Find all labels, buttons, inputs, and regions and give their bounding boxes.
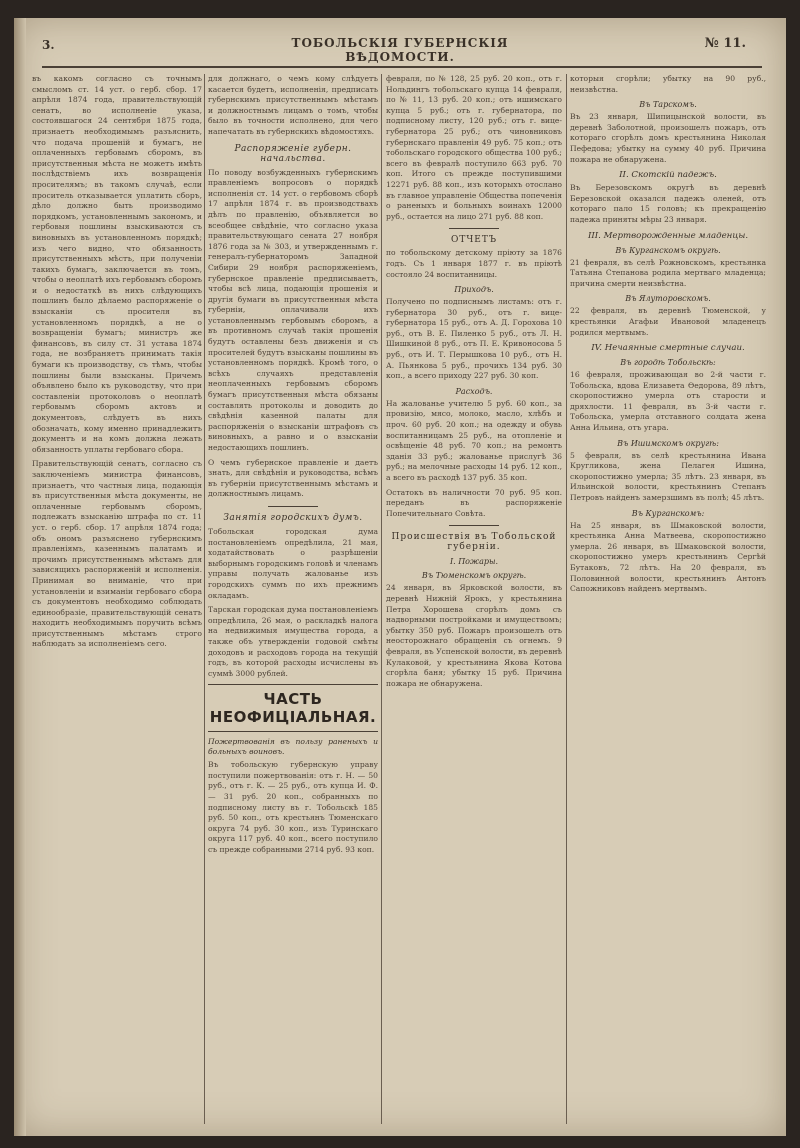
page-number: 3.	[42, 38, 55, 52]
divider	[449, 525, 499, 526]
section-heading: III. Мертворожденные младенцы.	[587, 230, 749, 241]
subheading: I. Пожары.	[449, 557, 499, 567]
article-text: для должнаго, о чемъ кому слѣдуетъ касается будетъ, исполненiя, предписать губернскимъ присутственнымъ мѣстамъ и должностнымъ лицамъ о томъ, чтобы было въ точности исполнено, для чего напечатать въ губернскихъ вѣдомостяхъ.	[208, 74, 378, 136]
divider	[208, 684, 378, 685]
column-divider	[566, 74, 567, 1124]
article-heading: Пожертвованiя въ пользу раненыхъ и больныхъ воиновъ.	[208, 737, 378, 757]
article-text: 24 января, въ Ярковской волости, въ деревнѣ Нижнiй Ярокъ, у крестьянина Петра Хорошева сгорѣлъ домъ съ надворными постройками и имуществомъ; убытку 350 руб. Пожаръ произошелъ отъ неосторожнаго обращенiя съ огнемъ. 9 февраля, въ Успенской волости, въ деревнѣ Кулаковой, у крестьянина Якова Котова сгорѣла баня; убытку 15 руб. Причина пожара не обнаружена.	[386, 583, 562, 688]
newspaper-title: ТОБОЛЬСКIЯ ГУБЕРНСКIЯ ВѢДОМОСТИ.	[291, 36, 509, 64]
subheading: Въ Ялуторовскомъ.	[625, 294, 711, 304]
article-text: Въ Березовскомъ округѣ въ деревнѣ Березовской оказался падежъ оленей, отъ котораго пало 15 головъ; къ прекращенiю падежа приняты мѣры 23 января.	[570, 183, 766, 224]
article-text: По поводу возбужденныхъ губернскимъ правленiемъ вопросовъ о порядкѣ исполненiя ст. 14 уст. о гербовомъ сборѣ 17 апрѣля 1874 г. въ производствахъ дѣлъ по правленiю, объявляется во всеобщее свѣдѣнiе, что согласно указа правительствующаго сената 27 ноября 1876 года за № 303, и утвержденнымъ г. генералъ-губернаторомъ Западной Сибири 29 ноября распоряженiемъ, губернское правленiе предписываетъ, чтобы всѣ лица, подающiя прошенiя и другiя бумаги въ присутственныя мѣста губернiи, оплачивали ихъ установленнымъ гербовымъ сборомъ, а въ противномъ случаѣ такiя прошенiя будутъ оставлены безъ движенiя и съ просителей будутъ взысканы пошлины въ установленномъ порядкѣ. Кромѣ того, о всѣхъ случаяхъ представленiя неоплаченныхъ гербовымъ сборомъ бумагъ присутственныя мѣста обязаны составлять протоколы и доводить до свѣдѣнiя казенной палаты для распоряженiя о взысканiи штрафовъ съ виновныхъ, а равно и о взысканiи недостающихъ пошлинъ.	[208, 167, 378, 452]
unofficial-part-heading: ЧАСТЬ НЕОФИЦIАЛЬНАЯ.	[209, 690, 377, 727]
report-heading: ОТЧЕТЪ	[450, 235, 498, 246]
article-text: 22 февраля, въ деревнѣ Тюменской, у крестьянки Агафьи Ивановой младенецъ родился мертвымъ.	[570, 306, 766, 337]
header-rule	[42, 66, 762, 68]
divider	[208, 731, 378, 732]
column-4	[570, 74, 766, 1134]
page-binding	[14, 18, 26, 1136]
article-text: Правительствующiй сенатъ, согласно съ заключенiемъ министра финансовъ, признаетъ, что частныя лица, подающiя въ присутственныя мѣста документы, не оплаченные гербовымъ сборомъ, подлежатъ взысканiю штрафа по ст. 11 уст. о герб. сбор. 17 апрѣля 1874 года; объ ономъ разъяснено губернскимъ правленiямъ, казеннымъ палатамъ и прочимъ присутственнымъ мѣстамъ для зависящихъ распоряженiй и исполненiя. Принимая во вниманiе, что при установленiи и взиманiи гербоваго сбора съ документовъ необходимо соблюдать единообразiе, правительствующiй сенатъ находитъ необходимымъ поручить всѣмъ присутственнымъ мѣстамъ строго наблюдать за исполненiемъ сего.	[32, 459, 202, 649]
article-text: Тарская городская дума постановленiемъ опредѣлила, 26 мая, о раскладкѣ налога на недвижимыя имущества города, а также объ утвержденiи годовой смѣты доходовъ и расходовъ города на текущiй годъ, въ которой расходы исчислены въ суммѣ 3000 рублей.	[208, 605, 378, 678]
subheading: Въ Тарскомъ.	[639, 100, 697, 110]
article-text: О чемъ губернское правленiе и даетъ знать, для свѣдѣнiя и руководства, всѣмъ въ губернiи присутственнымъ мѣстамъ и должностнымъ лицамъ.	[208, 457, 378, 499]
column-3	[386, 74, 562, 1134]
column-2	[208, 74, 378, 1134]
divider	[449, 228, 499, 229]
article-text: въ какомъ согласно съ точнымъ смысломъ ст. 14 уст. о герб. сбор. 17 апрѣля 1874 года, правительствующiй сенатъ, во исполненiе указа, состоявшагося 24 сентября 1875 года, признаетъ необходимымъ разъяснить, что подача прошенiй и бумагъ, не оплаченныхъ гербовымъ сборомъ, въ присутственныя мѣста не можетъ имѣть послѣдствiемъ ихъ возвращенiя просителямъ; въ такомъ случаѣ, если проситель отказывается уплатить сборъ, дѣло должно быть производимо порядкомъ, установленнымъ закономъ, и гербовыя пошлины взыскиваются съ виновныхъ въ установленномъ порядкѣ; изъ чего видно, что обязанность присутственныхъ мѣстъ, при полученiи такихъ бумагъ, заключается въ томъ, чтобы о неоплатѣ ихъ гербовымъ сборомъ и о недостаткѣ въ нихъ слѣдующихъ пошлинъ было дѣлаемо распоряженiе о взысканiи съ просителя въ установленномъ порядкѣ, а не о возвращенiи бумагъ; министръ же финансовъ, въ силу ст. 31 устава 1874 года, не возбраняетъ принимать такiя бумаги къ производству, съ тѣмъ, чтобы пошлины были взысканы. Причемъ объявлено было къ руководству, что при составленiи протоколовъ о неоплатѣ гербовымъ сборомъ актовъ и документовъ, слѣдуетъ въ нихъ обозначать, кому именно принадлежитъ документъ и на комъ должна лежать обязанность уплаты гербоваго сбора.	[32, 74, 202, 454]
subheading: Въ городѣ Тобольскѣ:	[620, 358, 716, 368]
article-text: На 25 января, въ Шмаковской волости, крестьянка Анна Матвеева, скоропостижно умерла. 26 января, въ Шмаковской волости, скоропостижно умеръ крестьянинъ Сергѣй Бутаковъ, 72 лѣтъ. На 20 февраля, въ Половинной волости, крестьянинъ Антонъ Сапожниковъ найденъ мертвымъ.	[570, 520, 766, 594]
issue-number: № 11.	[704, 36, 746, 51]
article-text: 16 февраля, проживающая во 2-й части г. Тобольска, вдова Елизавета Ѳедорова, 89 лѣтъ, скоропостижно умерла отъ старости и дряхлости. 11 февраля, въ 3-й части г. Тобольска, умерла отставного солдата жена Анна Ильина, отъ угара.	[570, 370, 766, 433]
article-text: февраля, по № 128, 25 руб. 20 коп., отъ г. Нольдингъ тобольскаго купца 14 февраля, по № 11, 13 руб. 20 коп.; отъ ишимскаго купца 5 руб.; отъ г. губернатора, по подписному листу, 120 руб.; отъ г. вице-губернатора 25 руб.; отъ чиновниковъ губернскаго правленiя 49 руб. 75 коп.; отъ тобольскаго городского общества 100 руб.; всего въ февралѣ поступило 663 руб. 70 коп. Итого съ прежде поступившими 12271 руб. 88 коп., изъ которыхъ отослано въ главное управленiе Общества попеченiя о раненыхъ и больныхъ воинахъ 12000 руб., остается на лицо 271 руб. 88 коп.	[386, 74, 562, 221]
column-divider	[204, 74, 205, 1124]
subheading: Въ Курганскомъ:	[631, 508, 705, 518]
article-text: по тобольскому детскому прiюту за 1876 годъ. Съ 1 января 1877 г. въ прiютѣ состояло 24 воспитанницы.	[386, 248, 562, 279]
article-text: Въ 23 января, Шипицынской волости, въ деревнѣ Заболотной, произошелъ пожаръ, отъ котораго сгорѣлъ домъ крестьянина Николая Пефедова; убытку на сумму 40 руб. Причина пожара не обнаружена.	[570, 112, 766, 164]
section-heading: II. Скотскiй падежъ.	[619, 170, 717, 181]
divider	[268, 506, 318, 507]
newspaper-page	[14, 18, 786, 1136]
subheading: Въ Ишимскомъ округѣ:	[617, 438, 719, 448]
article-text: Остатокъ въ наличности 70 руб. 95 коп. переданъ въ распоряженiе Попечительнаго Совѣта.	[386, 487, 562, 518]
section-heading: IV. Нечаянные смертные случаи.	[591, 343, 745, 354]
section-heading: Происшествiя въ Тобольской губернiи.	[391, 532, 557, 553]
article-text: 5 февраля, въ селѣ крестьянина Ивана Кругликова, жена Пелагея Ишина, скоропостижно умерла; 35 лѣтъ. 23 января, въ Ильинской волости, крестьянинъ Степанъ Петровъ найденъ замерзшимъ въ полѣ; 45 лѣтъ.	[570, 450, 766, 503]
subheading: Въ Тюменскомъ округѣ.	[421, 571, 527, 581]
subheading: Въ Курганскомъ округѣ.	[615, 245, 721, 255]
article-text: На жалованье учителю 5 руб. 60 коп., за провизiю, мясо, молоко, масло, хлѣбъ и проч. 60 руб. 20 коп.; на одежду и обувь воспитанницамъ 25 руб., на отопленiе и освѣщенiе 48 руб. 70 коп.; на ремонтъ зданiя 33 руб.; жалованье прислугѣ 36 руб.; на мелочные расходы 14 руб. 12 коп., а всего въ расходѣ 137 руб. 35 коп.	[386, 398, 562, 482]
subheading: Приходъ.	[454, 285, 494, 295]
article-text: 21 февраля, въ селѣ Рожновскомъ, крестьянка Татьяна Степанова родила мертваго младенца; причина смерти неизвѣстна.	[570, 257, 766, 288]
article-text: Въ тобольскую губернскую управу поступили пожертвованiя: отъ г. Н. — 50 руб., отъ г. К. — 25 руб., отъ купца И. Ф. — 31 руб. 20 коп., собранныхъ по подписному листу въ г. Тобольскѣ 185 руб. 50 коп., отъ крестьянъ Тюменскаго округа 74 руб. 30 коп., изъ Туринскаго округа 117 руб. 40 коп., всего поступило съ прежде собранными 2714 руб. 93 коп.	[208, 760, 378, 855]
section-heading: Занятiя городскихъ думъ.	[223, 512, 363, 523]
article-text: которыя сгорѣли; убытку на 90 руб., неизвѣстна.	[570, 74, 766, 94]
subheading: Расходъ.	[455, 386, 493, 396]
column-divider	[381, 74, 382, 1124]
section-heading: Распоряженiе губерн. начальства.	[234, 143, 352, 164]
column-1	[32, 74, 202, 1134]
article-text: Тобольская городская дума постановленiемъ опредѣлила, 21 мая, ходатайствовать о разрѣшенiи выборнымъ городскимъ головѣ и членамъ управы получать жалованье изъ городскихъ суммъ по ихъ прежнимъ окладамъ.	[208, 526, 378, 600]
article-text: Получено по подписнымъ листамъ: отъ г. губернатора 30 руб., отъ г. вице-губернатора 15 руб., отъ А. Д. Горохова 10 руб., отъ В. Е. Пиленко 5 руб., отъ Л. Н. Шишкиной 8 руб., отъ П. Е. Кривоносова 5 руб., отъ И. Т. Перышкова 10 руб., отъ Н. А. Пьянкова 5 руб., прочихъ 134 руб. 30 коп., а всего приходу 227 руб. 30 коп.	[386, 297, 562, 381]
